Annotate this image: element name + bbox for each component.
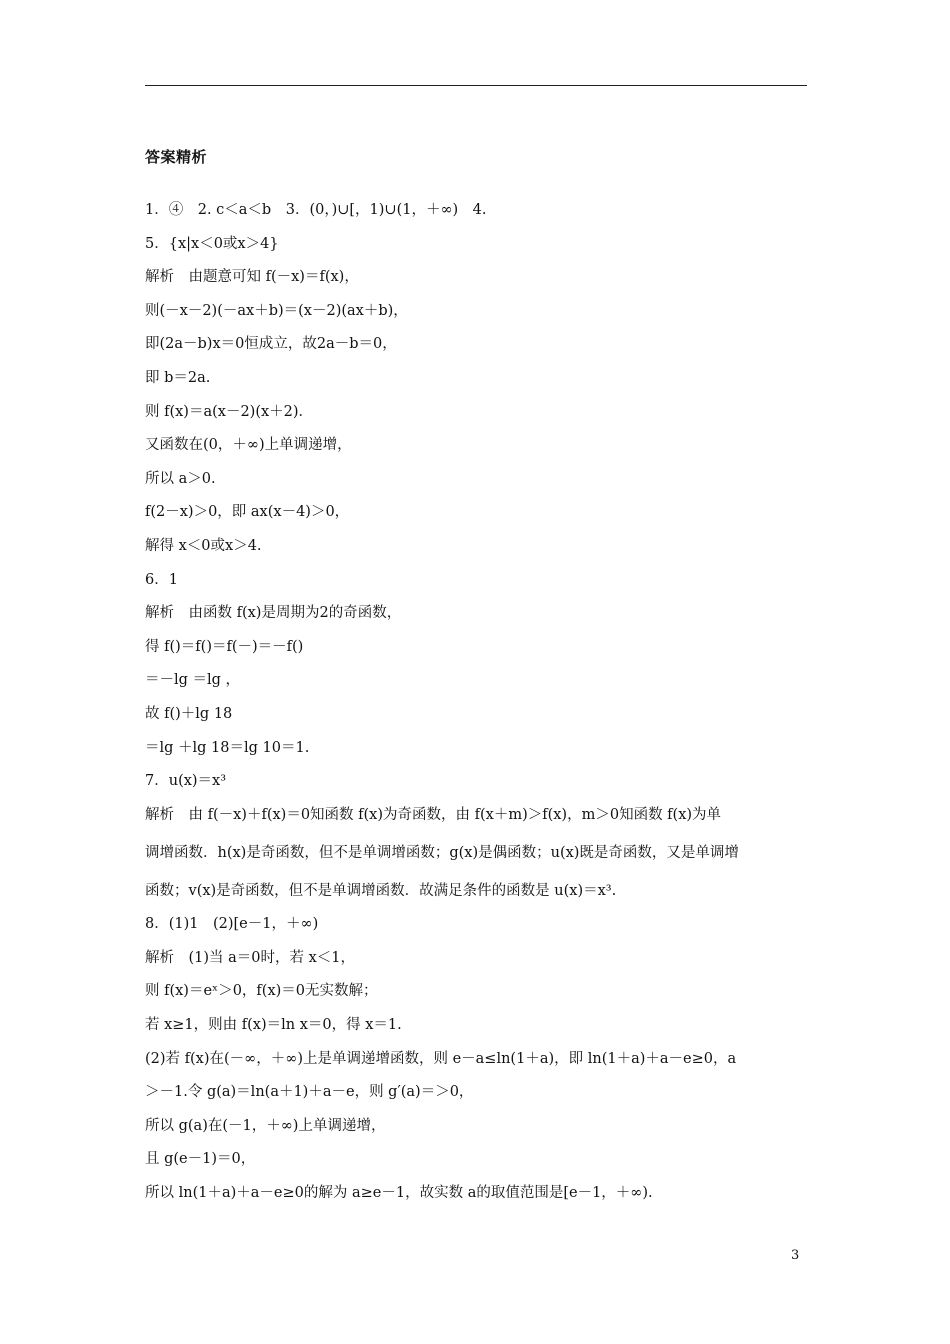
header-rule <box>145 85 807 86</box>
text-line: (2)若 f(x)在(－∞，＋∞)上是单调递增函数，则 e－a≤ln(1＋a)，即 ln(1＋a)＋a－e≥0，a <box>145 1050 737 1067</box>
text-line: ＝－lg ＝lg ， <box>145 672 241 689</box>
text-line: 解析 由题意可知 f(－x)＝f(x)， <box>145 269 359 286</box>
answer-body <box>145 198 815 1215</box>
text-line: 即(2a－b)x＝0恒成立，故2a－b＝0， <box>145 336 397 353</box>
text-line: ＝lg ＋lg 18＝lg 10＝1. <box>145 739 310 756</box>
text-line: 所以 ln(1＋a)＋a－e≥0的解为 a≥e－1，故实数 a的取值范围是[e－1，＋∞). <box>145 1185 653 1202</box>
text-line: 解析 由 f(－x)＋f(x)＝0知函数 f(x)为奇函数，由 f(x＋m)＞f(x)，m＞0知函数 f(x)为单 <box>145 806 722 823</box>
text-line: 7．u(x)＝x³ <box>145 773 227 790</box>
text-line: 则 f(x)＝a(x－2)(x＋2)． <box>145 403 314 420</box>
text-line: 且 g(e－1)＝0， <box>145 1151 256 1168</box>
text-line: 5．{x|x＜0或x＞4} <box>145 235 279 252</box>
text-line: 即 b＝2a. <box>145 369 211 386</box>
text-line: 解析 由函数 f(x)是周期为2的奇函数， <box>145 605 402 622</box>
text-line: 调增函数．h(x)是奇函数，但不是单调增函数；g(x)是偶函数；u(x)既是奇函数，又是单调增 <box>145 844 739 861</box>
text-line: 解析 (1)当 a＝0时，若 x＜1， <box>145 949 356 966</box>
text-line: ＞－1.令 g(a)＝ln(a＋1)＋a－e，则 g′(a)＝＞0， <box>145 1084 474 1101</box>
page-number: 3 <box>791 1248 800 1263</box>
text-line: 解得 x＜0或x＞4. <box>145 537 262 554</box>
text-line: 1．④ 2. c＜a＜b 3．(0，)∪[，1)∪(1，＋∞) 4. <box>145 202 487 218</box>
text-line: 6．1 <box>145 571 178 588</box>
text-line: 8．(1)1 (2)[e－1，＋∞) <box>145 916 319 933</box>
text-line: 得 f()＝f()＝f(－)＝－f() <box>145 638 304 655</box>
text-line: 则 f(x)＝eˣ＞0，f(x)＝0无实数解； <box>145 983 378 1000</box>
text-line: 若 x≥1，则由 f(x)＝ln x＝0，得 x＝1. <box>145 1017 402 1034</box>
text-line: 则(－x－2)(－ax＋b)＝(x－2)(ax＋b)， <box>145 302 408 319</box>
text-line: 函数；v(x)是奇函数，但不是单调增函数．故满足条件的函数是 u(x)＝x³. <box>145 882 617 899</box>
text-line: 故 f()＋lg 18 <box>145 705 233 722</box>
text-line: f(2－x)＞0，即 ax(x－4)＞0， <box>145 504 350 521</box>
text-line: 所以 g(a)在(－1，＋∞)上单调递增， <box>145 1117 386 1134</box>
answer-heading: 答案精析 <box>145 148 208 166</box>
text-line: 又函数在(0，＋∞)上单调递增， <box>145 437 352 454</box>
text-line: 所以 a＞0. <box>145 470 216 487</box>
